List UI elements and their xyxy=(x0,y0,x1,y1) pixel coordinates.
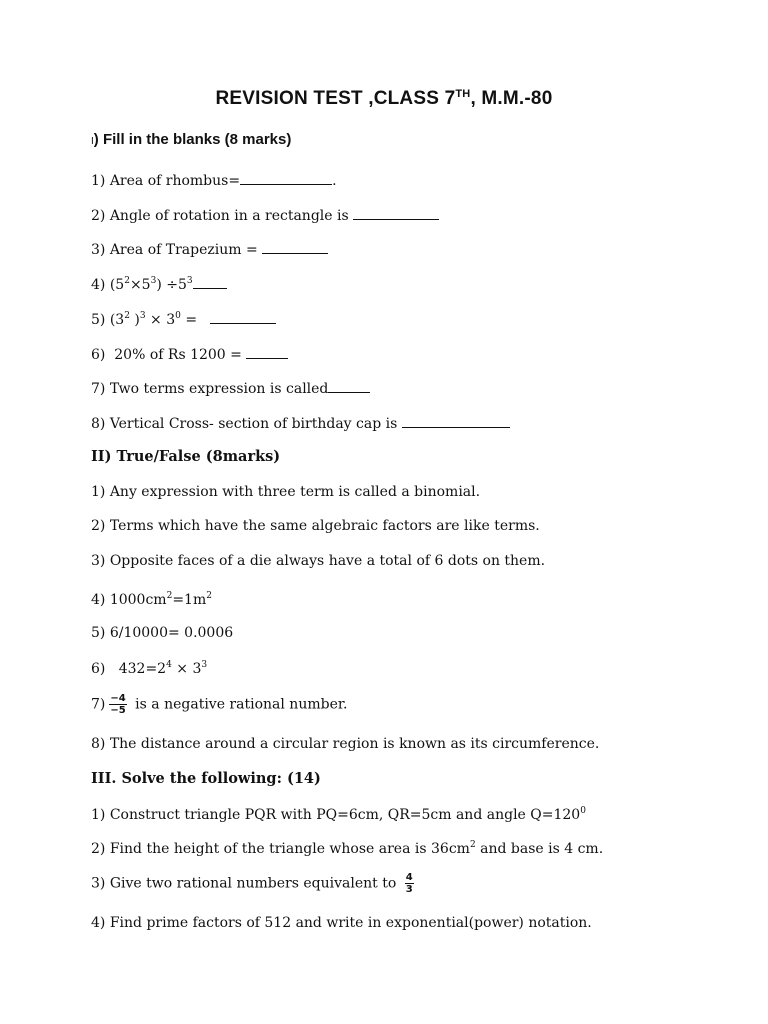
question-text-part: is a negative rational number. xyxy=(130,696,348,713)
true-false-4 xyxy=(91,591,212,608)
exponent: 3 xyxy=(139,311,146,321)
question-text: 3) Give two rational numbers equivalent to xyxy=(91,875,401,892)
question-text: 4) (5 xyxy=(91,277,125,293)
question-text-part: and base is 4 cm. xyxy=(475,841,604,857)
true-false-2: 2) Terms which have the same algebraic factors are like terms. xyxy=(91,518,540,534)
fill-blank-5 xyxy=(91,309,276,328)
solve-2 xyxy=(91,840,603,857)
answer-blank xyxy=(246,344,288,359)
true-false-7 xyxy=(91,693,347,716)
question-text: 5) (3 xyxy=(91,312,125,328)
section-1-numeral: I xyxy=(91,136,94,147)
fill-blank-7 xyxy=(91,378,370,397)
question-text-part: ×5 xyxy=(129,277,151,293)
question-suffix: . xyxy=(332,173,337,189)
question-text-part: × 3 xyxy=(145,312,176,328)
exponent: 2 xyxy=(166,591,173,601)
question-text: 2) Angle of rotation in a rectangle is xyxy=(91,208,354,224)
answer-blank xyxy=(210,309,276,324)
question-text: 6) 20% of Rs 1200 = xyxy=(91,347,247,363)
fill-blank-8 xyxy=(91,413,510,432)
fraction-denominator: 3 xyxy=(405,884,413,895)
true-false-6 xyxy=(91,660,207,677)
question-text: 2) Find the height of the triangle whose area is 36cm xyxy=(91,841,470,857)
title-rest: , M.M.-80 xyxy=(470,88,553,109)
exponent: 2 xyxy=(469,840,476,850)
section-2-heading: II) True/False (8marks) xyxy=(91,448,281,465)
section-3-heading: III. Solve the following: (14) xyxy=(91,770,321,787)
answer-blank xyxy=(240,170,332,185)
true-false-3: 3) Opposite faces of a die always have a total of 6 dots on them. xyxy=(91,553,546,569)
question-text: 4) 1000cm xyxy=(91,592,167,608)
fill-blank-1 xyxy=(91,170,337,189)
question-text: 1) Construct triangle PQR with PQ=6cm, QR=5cm and angle Q=120 xyxy=(91,807,581,823)
exponent: 3 xyxy=(150,276,157,286)
exponent: 2 xyxy=(124,276,130,286)
fill-blank-3 xyxy=(91,239,328,258)
true-false-5: 5) 6/10000= 0.0006 xyxy=(91,625,234,641)
true-false-8: 8) The distance around a circular region is known as its circumference. xyxy=(91,736,600,752)
question-text: 7) xyxy=(91,696,106,713)
question-text-part: ) xyxy=(129,312,140,328)
true-false-1: 1) Any expression with three term is called a binomial. xyxy=(91,484,481,500)
question-text-part: ) ÷5 xyxy=(156,277,187,293)
question-text-part: × 3 xyxy=(171,661,202,677)
fraction xyxy=(109,693,126,716)
title-main: REVISION TEST ,CLASS 7 xyxy=(215,88,456,109)
section-1-heading xyxy=(91,131,291,148)
solve-3 xyxy=(91,872,418,895)
question-text: 3) Area of Trapezium = xyxy=(91,242,263,258)
fill-blank-6 xyxy=(91,344,288,363)
answer-blank xyxy=(402,413,510,428)
solve-1 xyxy=(91,806,586,823)
answer-blank xyxy=(262,239,328,254)
question-text: 8) Vertical Cross- section of birthday cap is xyxy=(91,416,402,432)
exponent: 0 xyxy=(580,806,586,816)
fill-blank-4 xyxy=(91,274,227,293)
question-text: 6) 432=2 xyxy=(91,661,167,677)
fraction xyxy=(405,872,414,895)
fraction-numerator: 4 xyxy=(405,872,413,883)
solve-4: 4) Find prime factors of 512 and write in exponential(power) notation. xyxy=(91,915,592,931)
fraction-numerator: −4 xyxy=(110,693,126,704)
exponent: 2 xyxy=(124,311,130,321)
exponent: 3 xyxy=(186,276,193,286)
question-text-part: =1m xyxy=(172,592,207,608)
exponent: 2 xyxy=(206,591,212,601)
title-superscript: TH xyxy=(455,88,471,100)
fraction-denominator: −5 xyxy=(110,705,126,716)
fill-blank-2 xyxy=(91,205,439,224)
answer-blank xyxy=(193,274,227,289)
answer-blank xyxy=(328,378,370,393)
answer-blank xyxy=(353,205,439,220)
question-text: 7) Two terms expression is called xyxy=(91,381,329,397)
page-title xyxy=(0,88,768,110)
question-text-part: = xyxy=(180,312,211,328)
question-text: 1) Area of rhombus= xyxy=(91,173,241,189)
exponent: 3 xyxy=(201,660,208,670)
exponent: 0 xyxy=(175,311,181,321)
section-1-title: ) Fill in the blanks (8 marks) xyxy=(93,131,292,148)
exponent: 4 xyxy=(166,660,172,670)
